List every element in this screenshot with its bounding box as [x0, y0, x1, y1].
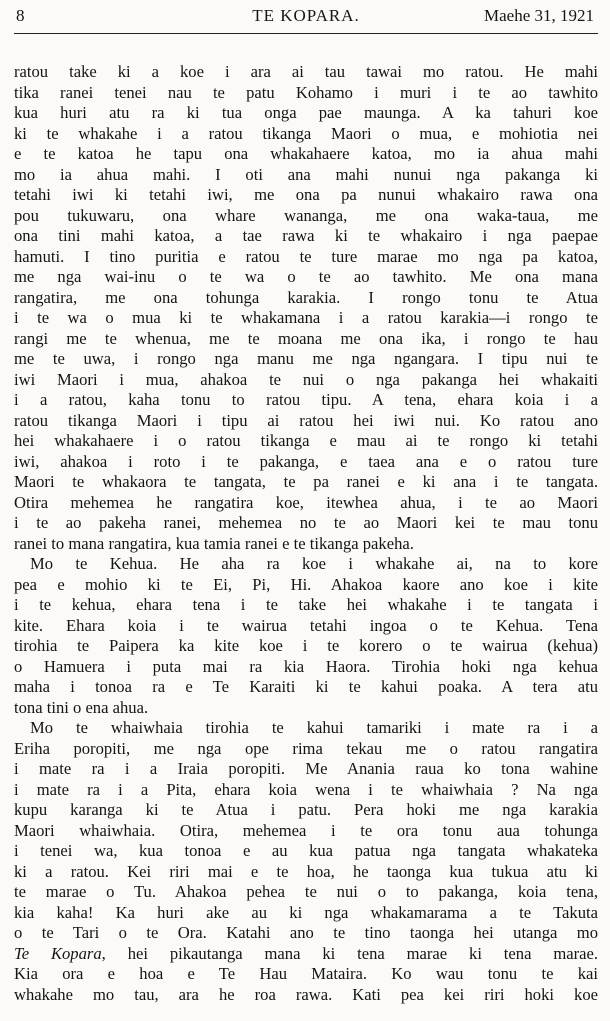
running-header [14, 0, 598, 34]
text-line: i mate ra i a Pita, ehara koia wena i te whaiwhaia ? Na nga [14, 779, 598, 799]
text-line: maha i tonoa ra e Te Karaiti ki te kahui poaka. A tera atu [14, 677, 598, 696]
text-line: rangatira, me ona tohunga karakia. I rongo tonu te Atua [14, 287, 598, 307]
text-line: kite. Ehara koia i te wairua tetahi ingoa o te Kehua. Tena [14, 615, 598, 635]
text-line: rangi me te whenua, me te moana me ona ika, i rongo te hau [14, 328, 598, 348]
text-line: kua huri atu ra ki tua onga pae maunga. A ka tahuri koe [14, 103, 598, 122]
publication-title: TE KOPARA. [252, 6, 360, 25]
text-line: Maori whaiwhaia. Otira, mehemea i te ora tonu aua tohunga [14, 820, 598, 840]
text-line: pou tukuwaru, ona whare wananga, me ona waka-taua, me [14, 205, 598, 225]
text-line: ki a ratou. Kei riri mai e te hoa, he taonga kua tukua atu ki [14, 861, 598, 881]
text-line: ranei to mana rangatira, kua tamia ranei e te tikanga pakeha. [14, 533, 414, 553]
text-line: Te Kopara, hei pikautanga mana ki tena marae ki tena marae. [14, 943, 598, 963]
text-line: te marae o Tu. Ahakoa pehea te nui o to pakanga, koia tena, [14, 882, 598, 901]
header-rule [14, 33, 598, 34]
text-line: i te kehua, ehara tena i te take hei whakahe i te tangata i [14, 595, 598, 614]
text-line: me nga wai-inu o te wa o te ao tawhito. Me ona mana [14, 267, 598, 286]
text-line: o te Tari o te Ora. Katahi ano te tino taonga hei utanga mo [14, 923, 598, 942]
text-line: Mo te Kehua. He aha ra koe i whakahe ai, na to kore [30, 554, 598, 573]
text-line: i a ratou, kaha tonu to ratou tipu. A tena, ehara koia i a [14, 390, 598, 409]
text-line: tetahi iwi ki tetahi iwi, me ona pa nunui whakairo rawa ona [14, 185, 598, 204]
text-line: Otira mehemea he rangatira koe, itewhea ahua, i te ao Maori [14, 492, 598, 512]
text-line: i tenei wa, kua tonoa e au kua patua nga tangata whakateka [14, 841, 598, 860]
text-line: iwi Maori i mua, ahakoa te nui o nga pakanga hei whakaiti [14, 369, 598, 389]
text-line: tirohia te Paipera ka kite koe i te korero o te wairua (kehua) [14, 636, 598, 655]
text-line: Maori te whakaora te tangata, te pa ranei e ki ana i te tangata. [14, 472, 598, 491]
text-line: Mo te whaiwhaia tirohia te kahui tamariki i mate ra i a [30, 718, 598, 737]
text-line: kupu karanga ki te Atua i patu. Pera hoki me nga karakia [14, 800, 598, 819]
text-line: kia kaha! Ka huri ake au ki nga whakamarama a te Takuta [14, 902, 598, 922]
text-line: tona tini o ena ahua. [14, 697, 149, 717]
text-line: i mate ra i a Iraia poropiti. Me Anania raua ko tona wahine [14, 759, 598, 778]
text-line: ona tini mahi katoa, a tae rawa ki te whakairo i nga paepae [14, 226, 598, 245]
issue-date: Maehe 31, 1921 [483, 6, 594, 25]
text-line: i te ao pakeha ranei, mehemea no te ao Maori kei te mau tonu [14, 513, 598, 532]
text-line: e te katoa he tapu ona whakahaere katoa, mo ia ahua mahi [14, 144, 598, 163]
text-line: ki te whakahe i a ratou tikanga Maori o mua, e mohiotia nei [14, 123, 598, 143]
text-line: hei whakahaere i o ratou tikanga e mau ai te rongo ki tetahi [14, 431, 598, 450]
text-line: ratou take ki a koe i ara ai tau tawai mo ratou. He mahi [14, 62, 598, 81]
page-number: 8 [16, 6, 25, 25]
text-line: tika ranei tenei nau te patu Kohamo i muri i te ao tawhito [14, 82, 598, 102]
text-line: me te uwa, i rongo nga manu me nga ngangara. I tipu nui te [14, 349, 598, 368]
text-line: ratou tikanga Maori i tipu ai ratou hei iwi nui. Ko ratou ano [14, 410, 598, 430]
text-line: hamuti. I tino puritia e ratou te ture marae mo nga pa katoa, [14, 246, 598, 266]
text-line: i te wa o mua ki te whakamana i a ratou karakia—i rongo te [14, 308, 598, 327]
text-line: Kia ora e hoa e Te Hau Mataira. Ko wau tonu te kai [14, 964, 598, 983]
text-line: o Hamuera i puta mai ra kia Haora. Tirohia hoki nga kehua [14, 656, 598, 676]
text-line: whakahe mo tau, ara he roa rawa. Kati pea kei riri hoki koe [14, 984, 598, 1004]
text-line: iwi, ahakoa i roto i te pakanga, e taea ana e o ratou ture [14, 451, 598, 471]
text-line: Eriha poropiti, me nga ope rima tekau me o ratou rangatira [14, 738, 598, 758]
text-line: pea e mohio ki te Ei, Pi, Hi. Ahakoa kaore ano koe i kite [14, 574, 598, 594]
text-line: mo ia ahua mahi. I oti ana mahi nunui nga pakanga ki [14, 164, 598, 184]
article-body [14, 62, 598, 1005]
